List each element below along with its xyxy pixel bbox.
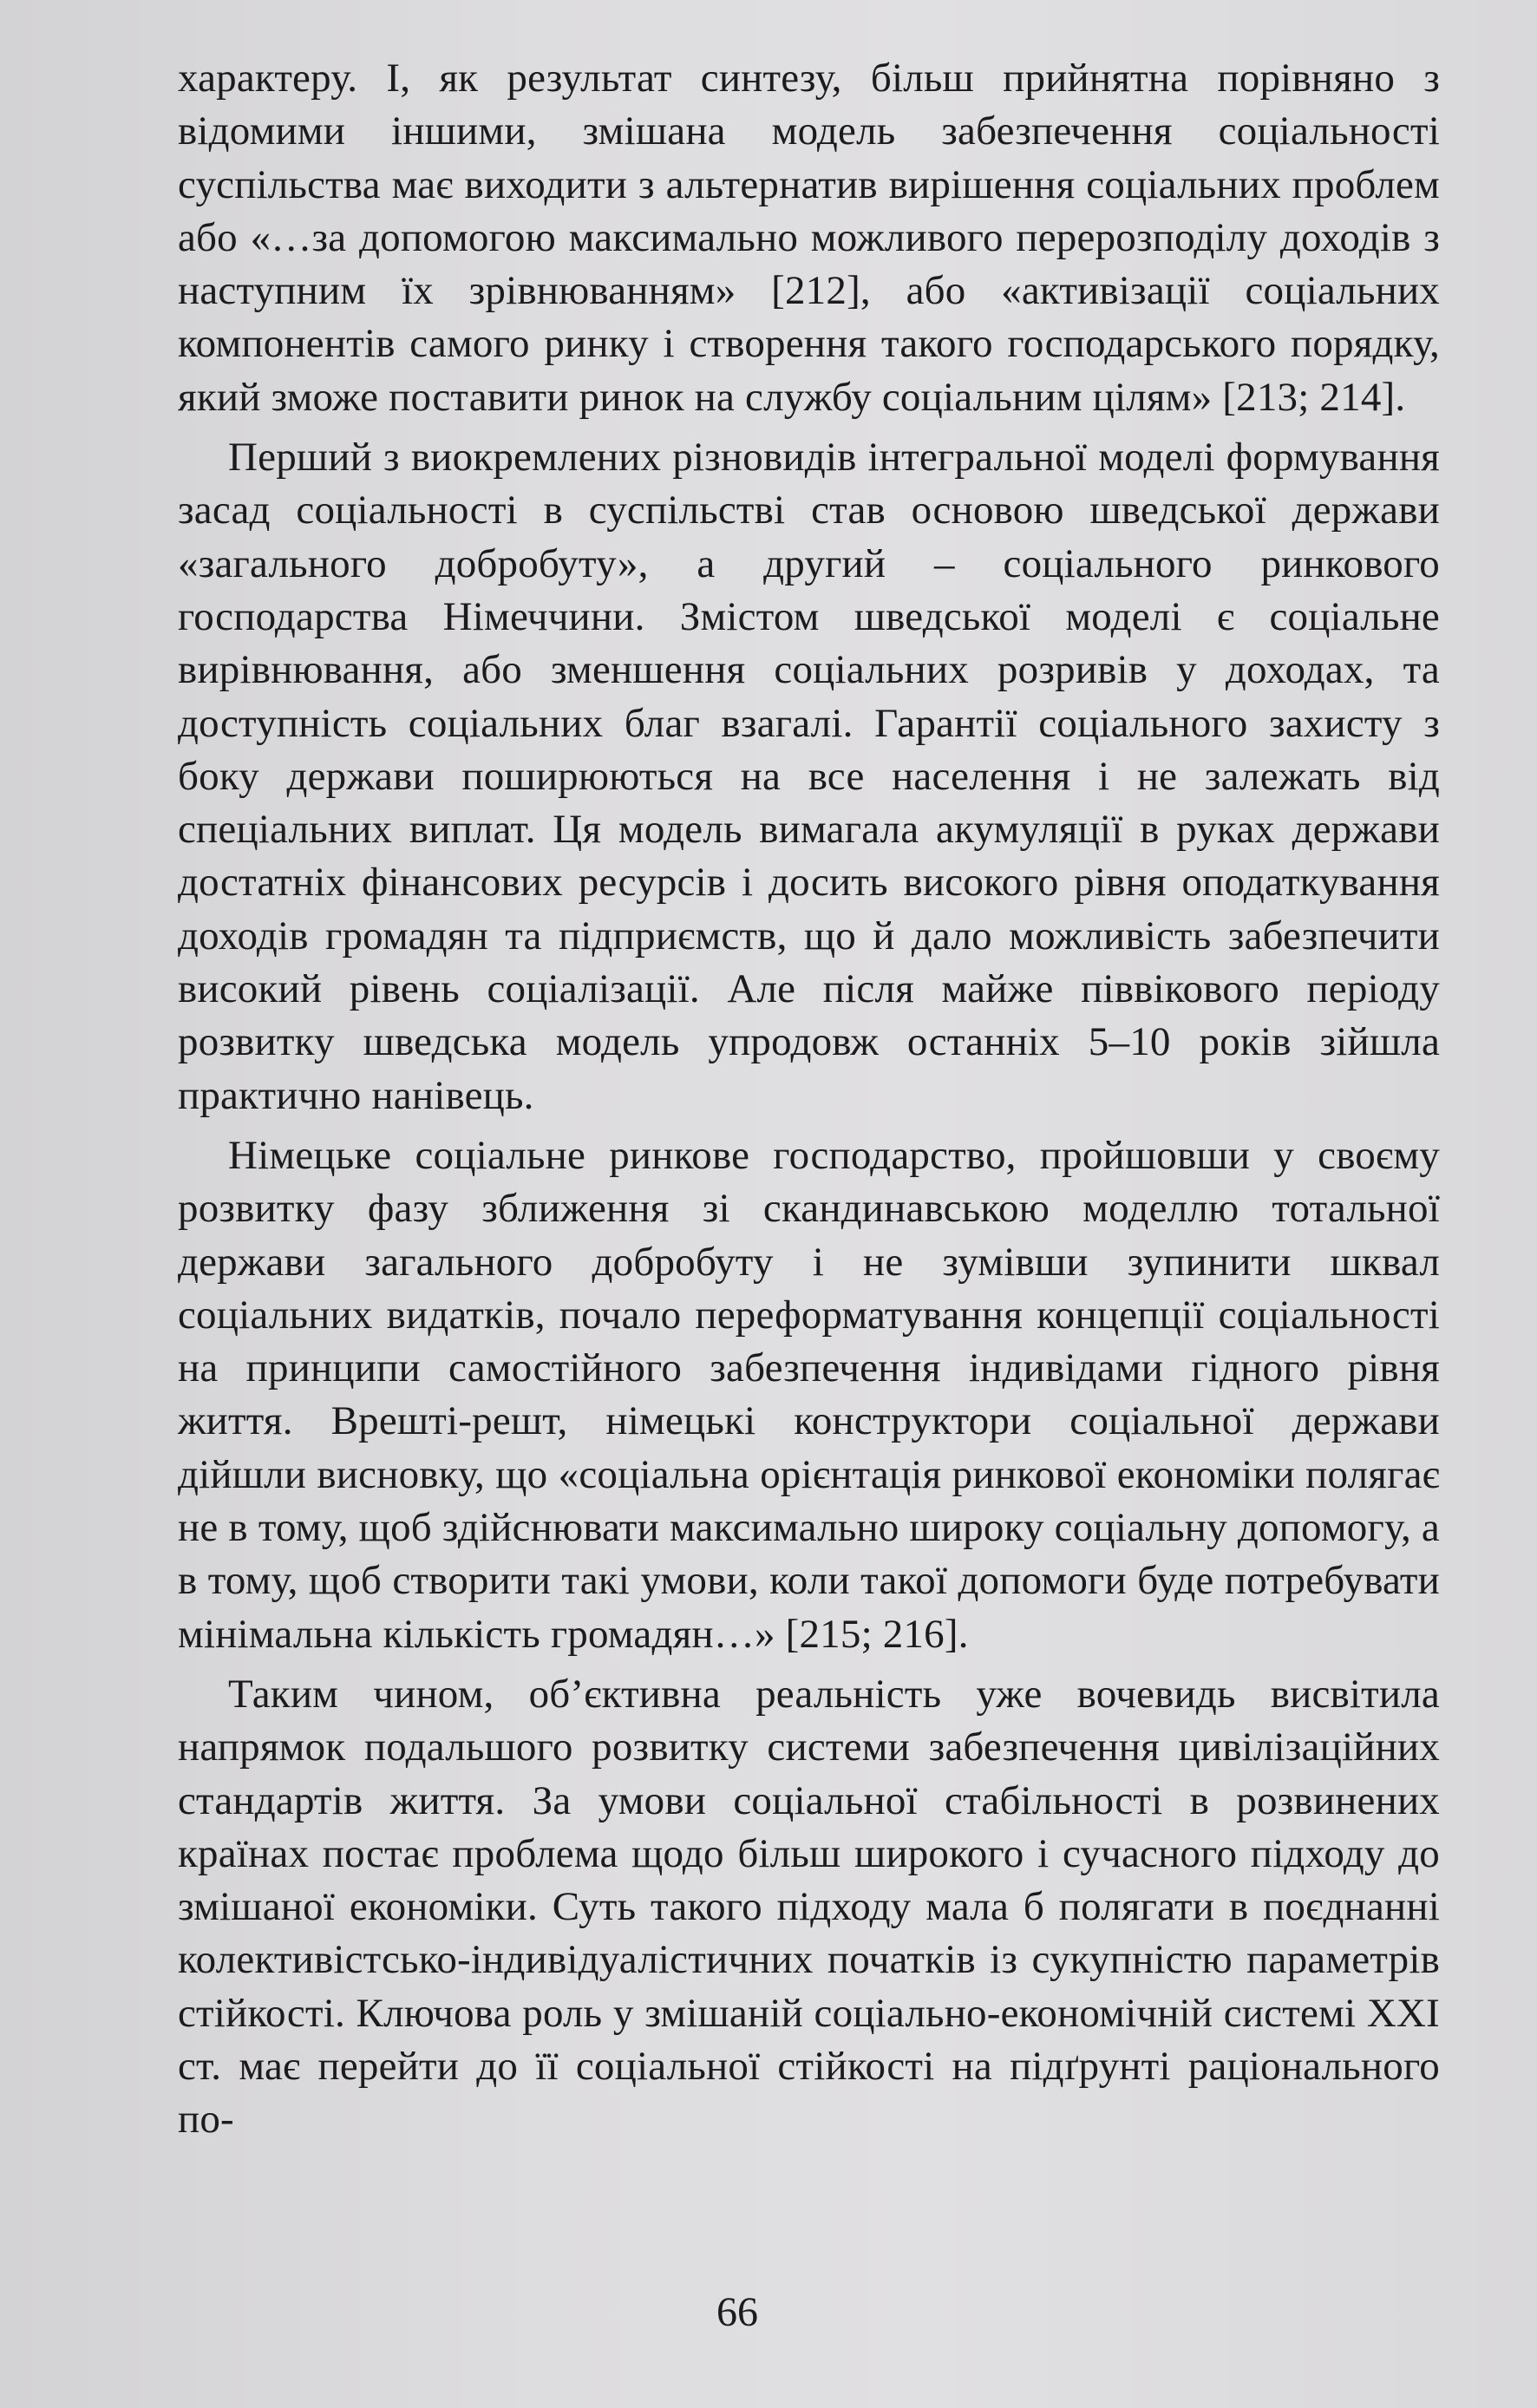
paragraph-4: Таким чином, об’єктивна реальність уже вочевидь висвітила напрямок подальшого розвитку системи забезпечення цивілізаційних стандартів життя. За умови соціальної стабільності в розвинених країнах постає проблема щодо більш широкого і сучасного підходу до змішаної економіки. Суть такого підходу мала б полягати в поєднанні колективістсько-індивідуалістичних початків із сукупністю параметрів стійкості. Ключова роль у змішаній соціально-економічній системі XXI ст. має перейти до її соціальної стійкості на підґрунті раціонального по- bbox=[178, 1671, 1440, 2143]
body-text bbox=[178, 52, 1440, 2147]
paragraph-1: характеру. І, як результат синтезу, більш прийнятна порівняно з відомими іншими, змішана модель забезпечення соціальності суспільства має виходити з альтернатив вирішення соціальних проблем або «…за допомогою максимально можливого перерозподілу доходів з наступним їх зрівнюванням» [212], або «активізації соціальних компонентів самого ринку і створення такого господарського порядку, який зможе поставити ринок на службу соціальним цілям» [213; 214]. bbox=[178, 56, 1440, 420]
paragraph-2: Перший з виокремлених різновидів інтегральної моделі формування засад соціальності в суспільстві став основою шведської держави «загального добробуту», а другий – соціального ринкового господарства Німеччини. Змістом шведської моделі є соціальне вирівнювання, або зменшення соціальних розривів у доходах, та доступність соціальних благ взагалі. Гарантії соціального захисту з боку держави поширюються на все населення і не залежать від спеціальних виплат. Ця модель вимагала акумуляції в руках держави достатніх фінансових ресурсів і досить високого рівня оподаткування доходів громадян та підприємств, що й дало можливість забезпечити високий рівень соціалізації. Але після майже піввікового періоду розвитку шведська модель упродовж останніх 5–10 років зійшла практично нанівець. bbox=[178, 435, 1440, 1118]
paragraph-3: Німецьке соціальне ринкове господарство, пройшовши у своєму розвитку фазу зближення зі скандинавською моделлю тотальної держави загального добробуту і не зумівши зупинити шквал соціальних видатків, почало переформатування концепції соціальності на принципи самостійного забезпечення індивідами гідного рівня життя. Врешті-решт, німецькі конструктори соціальної держави дійшли висновку, що «соціальна орієнтація ринкової економіки полягає не в тому, щоб здійснювати максимально широку соціальну допомогу, а в тому, щоб створити такі умови, коли такої допомоги буде потребувати мінімальна кількість громадян…» [215; 216]. bbox=[178, 1132, 1440, 1657]
page-number: 66 bbox=[716, 2289, 758, 2335]
